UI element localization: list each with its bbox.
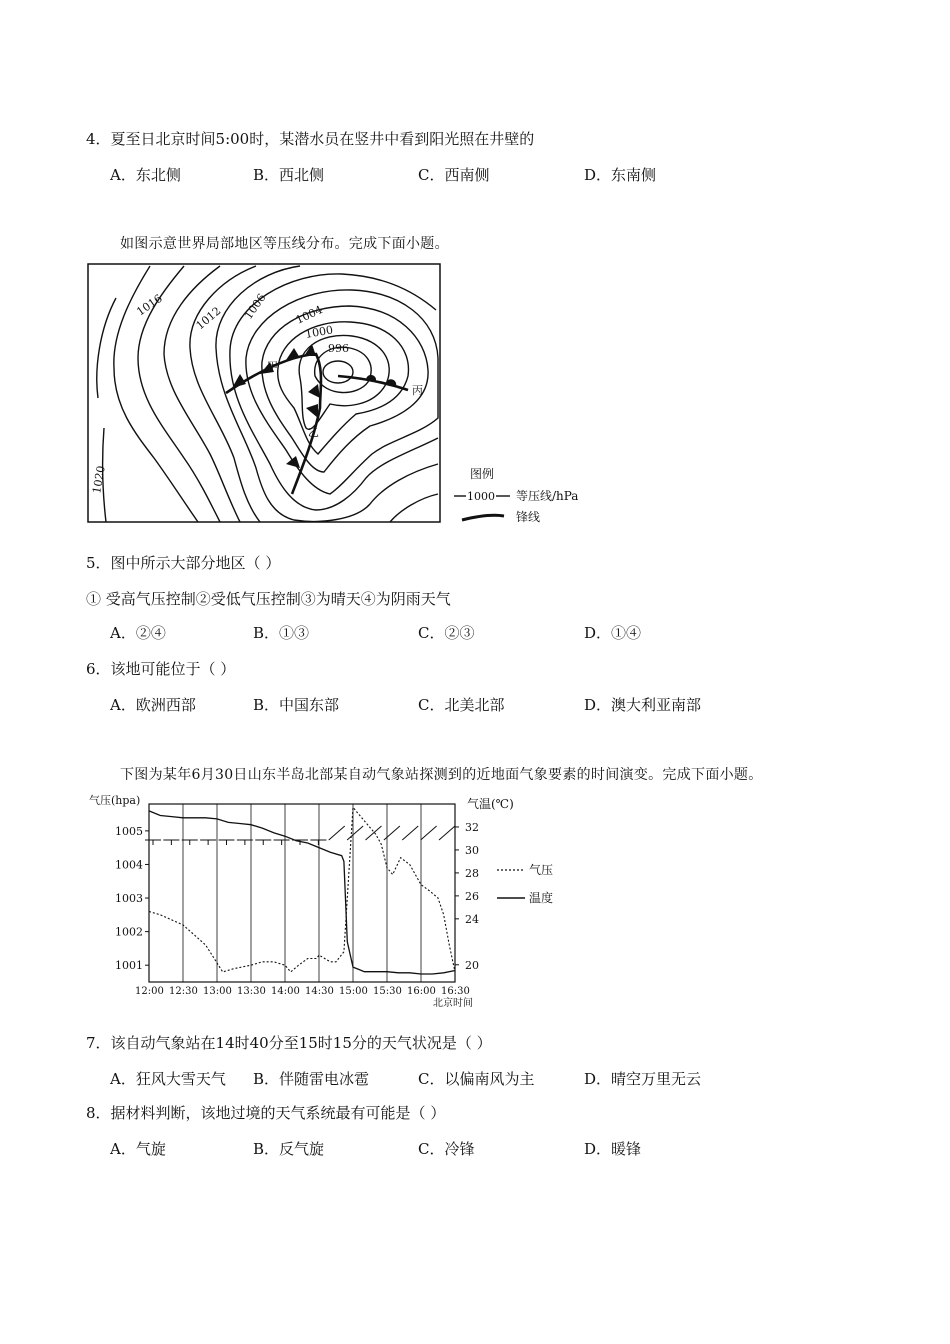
q7-option-c[interactable]: C．以偏南风为主 [418, 1070, 535, 1088]
x-tick-label: 14:00 [271, 986, 300, 997]
wind-barb [366, 826, 382, 840]
y-right-axis-label: 气温(℃) [467, 797, 514, 811]
q8-option-d[interactable]: D．暖锋 [584, 1140, 642, 1158]
legend-isobar-value: 1000 [467, 490, 495, 503]
chart-intro-text: 下图为某年6月30日山东半岛北部某自动气象站探测到的近地面气象要素的时间演变。完成下面小题。 [120, 767, 763, 783]
q5-option-b[interactable]: B．①③ [253, 624, 310, 642]
q4-option-c[interactable]: C．西南侧 [418, 166, 490, 184]
wind-barb [145, 840, 161, 845]
question-7-stem: 7．该自动气象站在14时40分至15时15分的天气状况是（ ） [86, 1034, 492, 1052]
cold-front-symbol [306, 404, 318, 418]
temperature-series-line [149, 811, 455, 974]
q7-option-b[interactable]: B．伴随雷电冰雹 [253, 1070, 370, 1088]
wind-barb [329, 826, 345, 840]
wind-barb [200, 840, 216, 845]
wind-barb [384, 826, 400, 840]
q6-option-c[interactable]: C．北美北部 [418, 696, 505, 714]
point-label-jia: 甲 [267, 360, 278, 373]
q6-option-a[interactable]: A．欧洲西部 [110, 696, 196, 714]
x-tick-label: 16:00 [407, 986, 436, 997]
plot-frame [149, 804, 455, 982]
y-right-tick-label: 30 [465, 843, 479, 857]
isobar-label: 1012 [193, 304, 224, 333]
wind-barb [163, 840, 179, 845]
q5-option-d[interactable]: D．①④ [584, 624, 642, 642]
y-left-tick-label: 1001 [115, 959, 143, 973]
question-6-stem: 6．该地可能位于（ ） [86, 660, 236, 678]
x-tick-label: 14:30 [305, 986, 334, 997]
q7-option-a[interactable]: A．狂风大雪天气 [110, 1070, 226, 1088]
wind-barb [347, 826, 363, 840]
q5-option-a[interactable]: A．②④ [110, 624, 166, 642]
wind-barb [310, 840, 326, 845]
q7-option-d[interactable]: D．晴空万里无云 [584, 1070, 702, 1088]
y-left-tick-label: 1004 [115, 858, 143, 872]
pressure-series-line [149, 807, 455, 972]
y-left-axis-label: 气压(hpa) [89, 794, 141, 807]
point-label-bing: 丙 [412, 384, 423, 397]
cold-front-symbol [308, 384, 320, 398]
point-label-yi: 乙 [308, 426, 319, 439]
wind-barb [439, 826, 455, 840]
question-5-statements: ① 受高气压控制②受低气压控制③为晴天④为阴雨天气 [86, 590, 451, 608]
isobar-map [80, 258, 600, 533]
x-tick-label: 16:30 [441, 986, 470, 997]
question-5-stem: 5．图中所示大部分地区（ ） [86, 554, 281, 572]
x-tick-label: 15:30 [373, 986, 402, 997]
y-right-tick-label: 32 [465, 820, 479, 834]
x-tick-label: 13:00 [203, 986, 232, 997]
q4-option-d[interactable]: D．东南侧 [584, 166, 657, 184]
isobar-label: 1006 [241, 291, 269, 322]
isobar-label: 1016 [134, 291, 165, 319]
isobar-line [323, 361, 353, 383]
x-tick-label: 12:00 [135, 986, 164, 997]
y-right-tick-label: 20 [465, 958, 479, 972]
y-right-tick-label: 24 [465, 912, 479, 926]
y-left-tick-label: 1005 [115, 824, 143, 838]
legend-temperature-text: 温度 [529, 891, 554, 905]
y-right-tick-label: 26 [465, 889, 479, 903]
wind-barb [421, 826, 437, 840]
cold-front-symbol [286, 348, 300, 360]
q8-option-a[interactable]: A．气旋 [110, 1140, 166, 1158]
isobar-label: 1000 [304, 323, 335, 341]
x-tick-label: 15:00 [339, 986, 368, 997]
q8-option-c[interactable]: C．冷锋 [418, 1140, 475, 1158]
legend-pressure-text: 气压 [529, 863, 554, 877]
x-axis-label: 北京时间 [433, 998, 473, 1009]
weather-chart [85, 790, 575, 1012]
x-tick-label: 13:30 [237, 986, 266, 997]
cold-front-symbol [232, 374, 246, 388]
y-right-tick-label: 28 [465, 866, 479, 880]
isobar-label: 996 [328, 342, 349, 355]
q6-option-b[interactable]: B．中国东部 [253, 696, 340, 714]
cold-front-symbol [286, 456, 300, 468]
wind-barb [182, 840, 198, 845]
question-4-stem: 4．夏至日北京时间5:00时，某潜水员在竖井中看到阳光照在井壁的 [86, 130, 535, 148]
q4-option-b[interactable]: B．西北侧 [253, 166, 325, 184]
isobar-line [164, 266, 240, 522]
q8-option-b[interactable]: B．反气旋 [253, 1140, 325, 1158]
legend-isobar-text: 等压线/hPa [516, 489, 579, 503]
wind-barb [255, 840, 271, 845]
q6-option-d[interactable]: D．澳大利亚南部 [584, 696, 702, 714]
y-left-tick-label: 1003 [115, 892, 143, 906]
wind-barb [219, 840, 235, 845]
wind-barb [237, 840, 253, 845]
legend-front-line [462, 515, 504, 520]
isobar-label: 1004 [293, 303, 325, 327]
legend-title: 图例 [470, 467, 495, 481]
q4-option-a[interactable]: A．东北侧 [110, 166, 181, 184]
isobar-label: 1020 [90, 464, 108, 495]
y-left-tick-label: 1002 [115, 925, 143, 939]
q5-option-c[interactable]: C．②③ [418, 624, 475, 642]
wind-barb [274, 840, 290, 845]
wind-barb [402, 826, 418, 840]
legend-front-text: 锋线 [516, 510, 541, 524]
question-8-stem: 8．据材料判断，该地过境的天气系统最有可能是（ ） [86, 1104, 446, 1122]
map-intro-text: 如图示意世界局部地区等压线分布。完成下面小题。 [120, 236, 449, 252]
x-tick-label: 12:30 [169, 986, 198, 997]
